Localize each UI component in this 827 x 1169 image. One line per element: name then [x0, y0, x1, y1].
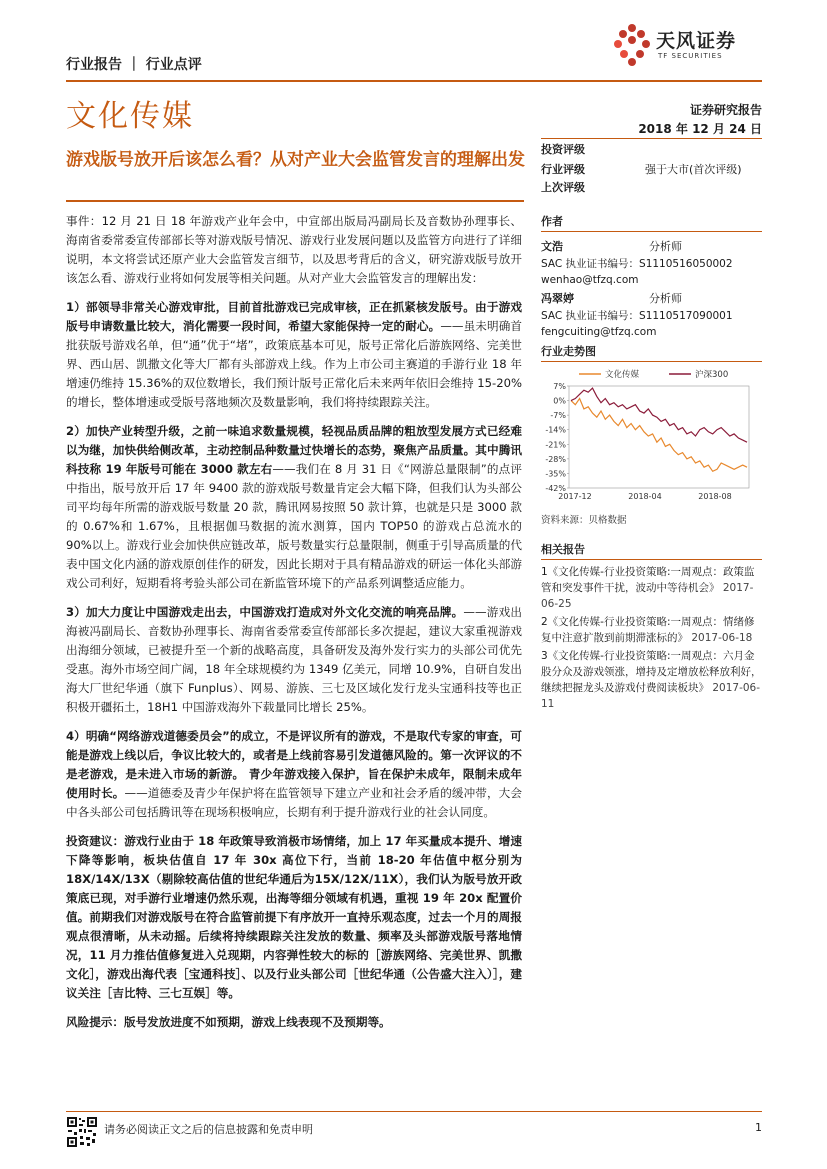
- authors-header: 作者: [541, 215, 563, 228]
- footer-disclaimer: 请务必阅读正文之后的信息披露和免责申明: [104, 1123, 313, 1136]
- y-tick-label: 7%: [553, 382, 566, 391]
- author-cert: SAC 执业证书编号：S1110517090001: [541, 310, 733, 322]
- point-1-text: ——虽未明确首批获版号游戏名单，但“通”优于“堵”，政策底基本可见，版号正常化后游族网络、完美世界、西山居、凯撒文化等大厂都有头部游戏上线。作为上市公司主赛道的手游行业 18 年增速仍维持 15.36%的双位数增长，我们预计版号正常化后未来两年依旧会维持 15-20%的增长，整体增速或受版号落地频次及数量影响，我们将持续跟踪关注。: [66, 319, 522, 409]
- related-line: [541, 559, 762, 560]
- x-tick-label: 2018-08: [698, 492, 732, 501]
- brand-subtitle: TF SECURITIES: [658, 52, 723, 60]
- related-title[interactable]: 3《文化传媒-行业投资策略:一周观点：六月金股分众及游戏领涨，增持及定增放松释放利好，继续把握龙头及游戏付费阅读板块》: [541, 650, 762, 694]
- y-tick-label: 0%: [553, 396, 566, 406]
- legend-label: 文化传媒: [605, 370, 640, 380]
- author-name: 文浩: [541, 240, 563, 253]
- industry-rating-value: 强于大市(首次评级): [645, 163, 742, 176]
- trend-section: [541, 343, 762, 362]
- brand-logo: [612, 20, 762, 70]
- qr-code-icon: [66, 1116, 98, 1148]
- rating-top-line: [541, 138, 762, 139]
- prev-rating-label: 上次评级: [541, 181, 585, 194]
- related-title[interactable]: 2《文化传媒-行业投资策略:一周观点：情绪修复中注意扩散到前期滞涨标的》: [541, 616, 755, 644]
- authors-section: [541, 213, 762, 340]
- y-tick-label: -21%: [545, 440, 566, 450]
- industry-rating-label: 行业评级: [541, 163, 585, 176]
- point-3-text: ——游戏出海被冯副局长、音数协孙理事长、海南省委常委宣传部部长多次提起，建议大家重视游戏出海细分领域，已被提升至一个新的战略高度，具备研发及海外发行实力的头部公司优先受惠。海外市场空间广阔，18 年全球规模约为 1349 亿美元，同增 10.9%，自研自发出海大厂世纪华通（旗下 Funplus）、网易、游族、三七及区域化发行龙头宝通科技等也正积极开疆拓土，18H1 中国游戏海外下载量同比增长 25%。: [66, 605, 522, 714]
- report-category: 行业报告 ｜ 行业点评: [66, 57, 202, 73]
- related-date: 2017-06-11: [541, 682, 761, 710]
- point-4-bold: 4）明确“网络游戏道德委员会”的成立，不是评议所有的游戏，不是取代专家的审查，可能是游戏上线以后，争议比较大的，或者是上线前容易引发道德风险的。第一次评议的不是老游戏，是未进入市场的新游。 青少年游戏接入保护，旨在保护未成年，限制未成年使用时长。: [66, 729, 522, 800]
- y-tick-label: -28%: [545, 454, 566, 464]
- author-name-row: [541, 290, 762, 308]
- author-cert: SAC 执业证书编号：S1110516050002: [541, 258, 733, 270]
- rating-section: [541, 138, 762, 197]
- author-name-row: [541, 238, 762, 256]
- rating-header: 投资评级: [541, 143, 585, 156]
- related-section: [541, 541, 762, 712]
- trend-header: 行业走势图: [541, 345, 596, 358]
- x-tick-label: 2017-12: [558, 492, 592, 501]
- header-divider: [66, 80, 762, 82]
- main-body: [66, 212, 522, 1032]
- y-tick-label: -14%: [545, 425, 566, 435]
- related-item[interactable]: [541, 614, 762, 646]
- report-title: 游戏版号放开后该怎么看？从对产业大会监管发言的理解出发: [66, 150, 525, 170]
- chart-source: 资料来源：贝格数据: [541, 515, 627, 526]
- point-4-text: ——道德委及青少年保护将在监管领导下建立产业和社会矛盾的缓冲带，大会中各头部公司包括腾讯等在现场积极响应，长期有利于提升游戏行业的社会认同度。: [66, 786, 522, 819]
- authors-line: [541, 231, 762, 232]
- sector-title: 文化传媒: [66, 99, 194, 134]
- brand-name: 天风证券: [656, 30, 737, 52]
- author-email[interactable]: wenhao@tfzq.com: [541, 274, 639, 286]
- investment-advice: 投资建议：游戏行业由于 18 年政策导致消极市场情绪，加上 17 年买量成本提升、增速下降等影响，板块估值自 17 年 30x 高位下行，当前 18-20 年估值中枢分别为 18X/14X/13X（剔除较高估值的世纪华通后为15X/12X/11X），我们认为版号放开政策底已现，对手游行业增速仍然乐观，出海等细分领域有机遇，重视 19 年 20x 配置价值。前期我们对游戏版号在符合监管前提下有序放开一直持乐观态度，过去一个月的周报观点很清晰，从未动摇。后续将持续跟踪关注发放的数量、频率及头部游戏版号落地情况，11 月力推估值修复进入兑现期，内容弹性较大的标的［游族网络、完美世界、凯撒文化］，游戏出海代表［宝通科技］、以及行业头部公司［世纪华通（公告盛大注入）］，建议关注［吉比特、三七互娱］等。: [66, 834, 522, 1000]
- author-item: [541, 238, 762, 288]
- series-line: [571, 388, 747, 442]
- author-item: [541, 290, 762, 340]
- point-2-bold: 2）加快产业转型升级，之前一味追求数量规模，轻视品质品牌的粗放型发展方式已经难以为继，加快供给侧改革，主动控制品种数量过快增长的态势，聚焦产品质量。其中腾讯科技称 19 年版号可能在 3000 款左右: [66, 424, 522, 476]
- point-2: [66, 422, 522, 593]
- point-1: [66, 298, 522, 412]
- risk-warning: 风险提示：版号发放进度不如预期，游戏上线表现不及预期等。: [66, 1015, 391, 1029]
- y-tick-label: -7%: [550, 411, 566, 421]
- author-email[interactable]: fengcuiting@tfzq.com: [541, 326, 657, 338]
- point-3-bold: 3）加大力度让中国游戏走出去，中国游戏打造成对外文化交流的响亮品牌。: [66, 605, 464, 619]
- trend-line: [541, 361, 762, 362]
- plot-frame: [569, 386, 749, 488]
- x-tick-label: 2018-04: [628, 492, 662, 501]
- y-tick-label: -35%: [545, 469, 566, 479]
- industry-rating-row: [541, 161, 762, 179]
- y-tick-label: -42%: [545, 484, 566, 493]
- footer-divider: [66, 1111, 762, 1112]
- report-date: 2018 年 12 月 24 日: [638, 122, 762, 136]
- related-header: 相关报告: [541, 543, 585, 556]
- related-item[interactable]: [541, 648, 762, 712]
- trend-chart: [541, 364, 762, 506]
- legend-label: 沪深300: [695, 370, 729, 380]
- related-date: 2017-06-25: [541, 582, 754, 610]
- point-2-text: ——我们在 8 月 31 日《“网游总量限制”的点评中指出，版号放开后 17 年 9400 款的游戏版号数量肯定会大幅下降，但我们认为头部公司平均每年所需的游戏版号数量 20 款，腾讯网易按照 50 款计算，也就是只是 3000 款的 0.67%和 1.67%，且根据伽马数据的流水测算，国内 TOP50 的游戏占总流水的 90%以上。游戏行业会加快供应链改革，版号数量实行总量限制，侧重于引导高质量的代表中国文化内涵的游戏原创佳作的研发，因此长期对于具有精品游戏的研运一体化头部游戏公司利好，短期看将考验头部公司在新监管环境下的产品系列调整适应能力。: [66, 462, 522, 590]
- related-item[interactable]: [541, 564, 762, 612]
- point-1-bold: 1）部领导非常关心游戏审批，目前首批游戏已完成审核，正在抓紧核发版号。由于游戏版号申请数量比较大，消化需要一段时间，希望大家能保持一定的耐心。: [66, 300, 522, 333]
- point-3: [66, 603, 522, 717]
- related-date: 2017-06-18: [691, 632, 753, 644]
- intro-paragraph: 事件：12 月 21 日 18 年游戏产业年会中，中宣部出版局冯副局长及音数协孙理事长、海南省委常委宣传部部长等对游戏版号情况、游戏行业发展问题以及监管方向进行了详细说明，本文将尝试还原产业大会监管发言细节，以及思考背后的含义，研究游戏版号放开该怎么看、游戏行业将如何发展等相关问题。从对产业大会监管发言的理解出发：: [66, 214, 522, 285]
- page-number: 1: [755, 1121, 762, 1134]
- series-line: [571, 399, 747, 472]
- brand-dots-icon: [612, 22, 652, 68]
- related-title[interactable]: 1《文化传媒-行业投资策略:一周观点：政策监管和突发事件干扰，波动中等待机会》: [541, 566, 755, 594]
- point-4: [66, 727, 522, 822]
- author-role: 分析师: [649, 240, 682, 253]
- author-name: 冯翠婷: [541, 292, 574, 305]
- report-type: 证券研究报告: [689, 103, 762, 117]
- author-role: 分析师: [649, 292, 682, 305]
- title-divider: [66, 200, 524, 202]
